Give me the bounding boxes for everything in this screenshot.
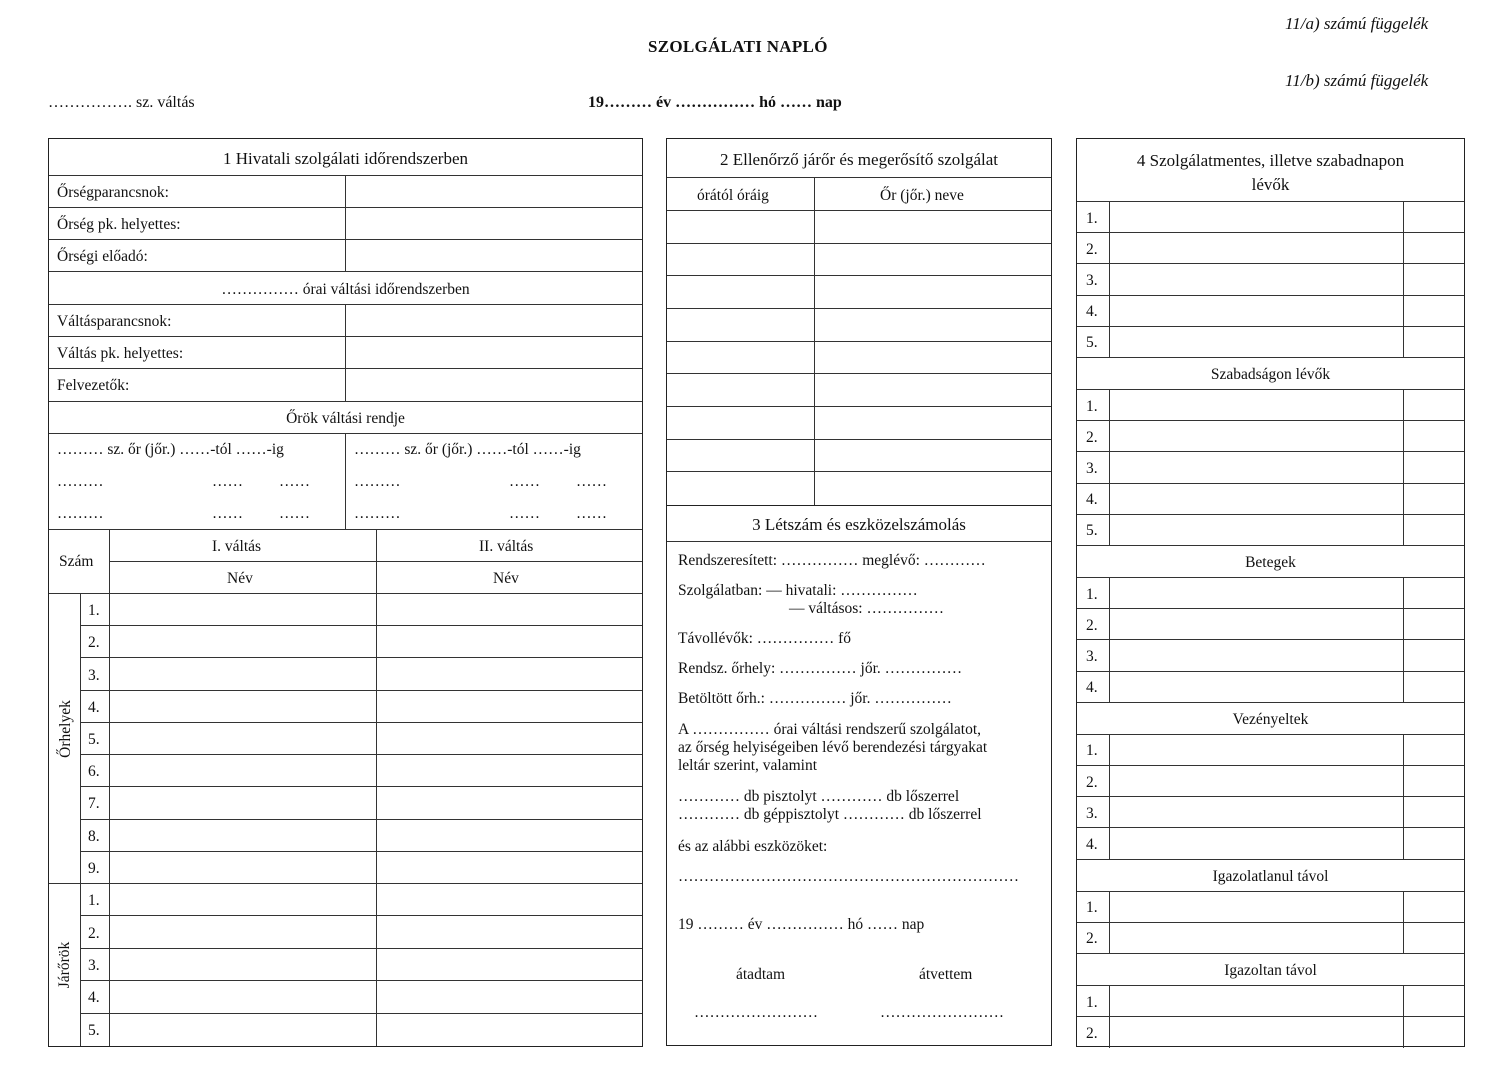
col-guard-name-header: Őr (jőr.) neve xyxy=(880,187,964,204)
shift-commander-label: Váltásparancsnok: xyxy=(57,313,172,330)
table-row xyxy=(1077,892,1464,923)
guard-name-cell[interactable] xyxy=(815,211,1051,243)
patrols-group xyxy=(49,884,642,1046)
dots: …… xyxy=(576,473,607,490)
handover-date: 19 ……… év …………… hó …… nap xyxy=(678,916,925,933)
on-duty-line: Szolgálatban: — hivatali: …………… xyxy=(678,582,918,599)
pistol-line: ………… db pisztolyt ………… db lőszerrel xyxy=(678,788,960,805)
tools-dots: ………………………………………………………… xyxy=(678,868,1019,885)
shift2-name-cell[interactable] xyxy=(377,691,642,722)
received-label: átvettem xyxy=(919,966,973,983)
patrols-group-label: Járőrök xyxy=(56,941,73,989)
dots: …… xyxy=(509,473,540,490)
dots: ……… xyxy=(354,473,401,490)
person-name-cell[interactable] xyxy=(1110,296,1403,326)
remark-cell[interactable] xyxy=(1404,1017,1464,1048)
shift-number-line: ……………. sz. váltás xyxy=(48,94,195,111)
table-row xyxy=(1077,609,1464,640)
guard-name-cell[interactable] xyxy=(815,407,1051,439)
remark-cell[interactable] xyxy=(1404,923,1464,953)
person-name-cell[interactable] xyxy=(1110,390,1403,420)
shift-deputy-row xyxy=(49,337,642,369)
person-name-cell[interactable] xyxy=(1110,578,1403,608)
time-cell[interactable] xyxy=(667,374,814,406)
remark-cell[interactable] xyxy=(1404,828,1464,858)
table-row xyxy=(80,691,642,723)
row-number: 8. xyxy=(88,827,100,845)
row-number: 3. xyxy=(88,956,100,974)
table-row xyxy=(1077,1017,1464,1048)
dots: …… xyxy=(279,473,310,490)
table-row xyxy=(1077,766,1464,797)
table-row xyxy=(80,1014,642,1046)
guard-name-cell[interactable] xyxy=(815,276,1051,308)
section-1-title-row xyxy=(49,139,642,176)
escorts-label: Felvezetők: xyxy=(57,377,130,394)
shift1-name-cell[interactable] xyxy=(110,723,376,754)
table-row xyxy=(667,309,1051,342)
shift1-name-cell[interactable] xyxy=(110,981,376,1012)
shift2-name-cell[interactable] xyxy=(377,981,642,1012)
row-number: 1. xyxy=(88,892,100,910)
remark-cell[interactable] xyxy=(1404,672,1464,702)
table-row xyxy=(80,949,642,981)
table-row xyxy=(1077,327,1464,358)
table-row xyxy=(667,374,1051,407)
table-row xyxy=(667,342,1051,375)
shift2-name-cell[interactable] xyxy=(377,658,642,689)
table-row xyxy=(80,594,642,626)
table-row xyxy=(1077,672,1464,703)
posts-authorized-line: Rendsz. őrhely: …………… jőr. …………… xyxy=(678,660,963,677)
table-row xyxy=(80,723,642,755)
row-number: 3. xyxy=(1086,459,1098,477)
row-number: 5. xyxy=(88,1021,100,1039)
row-number: 1. xyxy=(1086,742,1098,760)
remark-cell[interactable] xyxy=(1404,735,1464,765)
section-4-off-duty-table xyxy=(1076,138,1465,1047)
table-row xyxy=(1077,578,1464,609)
dots: …… xyxy=(509,505,540,522)
person-name-cell[interactable] xyxy=(1110,923,1403,953)
dots: ……… xyxy=(354,505,401,522)
row-number: 6. xyxy=(88,763,100,781)
person-name-cell[interactable] xyxy=(1110,452,1403,482)
section-3-headcount xyxy=(666,506,1052,1046)
time-cell[interactable] xyxy=(667,407,814,439)
row-number: 1. xyxy=(1086,899,1098,917)
section-4-group-title: Igazolatlanul távol xyxy=(1212,867,1329,885)
remark-cell[interactable] xyxy=(1404,233,1464,263)
remark-cell[interactable] xyxy=(1404,640,1464,670)
section-4-title-2: lévők xyxy=(1251,175,1290,194)
section-4-group-title-row xyxy=(1077,546,1464,578)
row-number: 9. xyxy=(88,859,100,877)
row-number: 2. xyxy=(88,634,100,652)
absent-line: Távollévők: …………… fő xyxy=(678,630,852,647)
shift2-name-cell[interactable] xyxy=(377,852,642,884)
dots: …… xyxy=(279,505,310,522)
shift2-name-cell[interactable] xyxy=(377,884,642,915)
table-row xyxy=(80,820,642,852)
row-number: 2. xyxy=(1086,930,1098,948)
date-line: 19……… év …………… hó …… nap xyxy=(588,94,842,111)
handover-text-2: az őrség helyiségeiben lévő berendezési tárgyakat xyxy=(678,739,988,756)
guard-name-cell[interactable] xyxy=(815,472,1051,505)
table-row xyxy=(80,981,642,1013)
person-name-cell[interactable] xyxy=(1110,672,1403,702)
shift-deputy-label: Váltás pk. helyettes: xyxy=(57,345,184,362)
time-cell[interactable] xyxy=(667,276,814,308)
remark-cell[interactable] xyxy=(1404,264,1464,294)
shift1-name-cell[interactable] xyxy=(110,820,376,851)
person-name-cell[interactable] xyxy=(1110,797,1403,827)
shift2-name-cell[interactable] xyxy=(377,820,642,851)
shift1-name-cell[interactable] xyxy=(110,658,376,689)
guard-order-block xyxy=(49,434,642,530)
row-number: 4. xyxy=(1086,679,1098,697)
dots: …… xyxy=(576,505,607,522)
table-row xyxy=(1077,421,1464,452)
shift1-name-cell[interactable] xyxy=(110,884,376,915)
guard-name-cell[interactable] xyxy=(815,342,1051,374)
remark-cell[interactable] xyxy=(1404,296,1464,326)
person-name-cell[interactable] xyxy=(1110,986,1403,1016)
table-row xyxy=(1077,735,1464,766)
person-name-cell[interactable] xyxy=(1110,484,1403,514)
remark-cell[interactable] xyxy=(1404,892,1464,922)
table-row xyxy=(1077,515,1464,546)
officer-label: Őrségi előadó: xyxy=(57,248,148,265)
section-4-group-title-row xyxy=(1077,954,1464,986)
section-4-group-title-row xyxy=(1077,358,1464,390)
section-3-title: 3 Létszám és eszközelszámolás xyxy=(752,515,966,534)
table-row xyxy=(1077,452,1464,483)
shift2-name-cell[interactable] xyxy=(377,594,642,625)
row-number: 1. xyxy=(1086,585,1098,603)
shift2-name-cell[interactable] xyxy=(377,787,642,818)
appendix-b-label: 11/b) számú függelék xyxy=(1285,71,1429,90)
shift2-name-cell[interactable] xyxy=(377,916,642,947)
commander-label: Őrségparancsnok: xyxy=(57,184,169,201)
time-cell[interactable] xyxy=(667,244,814,276)
guard-name-cell[interactable] xyxy=(815,244,1051,276)
shift1-name-cell[interactable] xyxy=(110,787,376,818)
table-row xyxy=(1077,797,1464,828)
person-name-cell[interactable] xyxy=(1110,202,1403,232)
table-row xyxy=(1077,202,1464,233)
escorts-row xyxy=(49,369,642,402)
guard-name-cell[interactable] xyxy=(815,440,1051,472)
guard-order-title-row xyxy=(49,402,642,434)
row-number: 2. xyxy=(1086,773,1098,791)
table-row xyxy=(1077,828,1464,859)
table-row xyxy=(80,884,642,916)
posts-group-label: Őrhelyek xyxy=(57,700,74,758)
row-number: 5. xyxy=(88,730,100,748)
time-cell[interactable] xyxy=(667,472,814,505)
received-signature: …………………… xyxy=(880,1004,1004,1021)
table-row xyxy=(667,407,1051,440)
col-name1-header: Név xyxy=(227,570,253,587)
posts-group xyxy=(49,594,642,884)
person-name-cell[interactable] xyxy=(1110,735,1403,765)
person-name-cell[interactable] xyxy=(1110,515,1403,545)
row-number: 2. xyxy=(88,924,100,942)
time-cell[interactable] xyxy=(667,211,814,243)
section-4-group-title: Szabadságon lévők xyxy=(1210,366,1331,383)
remark-cell[interactable] xyxy=(1404,327,1464,357)
row-number: 3. xyxy=(1086,804,1098,822)
section-4-group-title-row xyxy=(1077,860,1464,892)
smg-line: ………… db géppisztolyt ………… db lőszerrel xyxy=(678,806,982,823)
section-1-duty-table xyxy=(48,138,643,1047)
shift1-name-cell[interactable] xyxy=(110,626,376,657)
person-name-cell[interactable] xyxy=(1110,640,1403,670)
shift-commander-row xyxy=(49,305,642,337)
person-name-cell[interactable] xyxy=(1110,766,1403,796)
person-name-cell[interactable] xyxy=(1110,233,1403,263)
section-4-title: 4 Szolgálatmentes, illetve szabadnapon xyxy=(1136,151,1405,170)
row-number: 4. xyxy=(1086,491,1098,509)
shift1-name-cell[interactable] xyxy=(110,916,376,947)
shift1-name-cell[interactable] xyxy=(110,594,376,625)
posts-filled-line: Betöltött őrh.: …………… jőr. …………… xyxy=(678,690,952,707)
col-number-header: Szám xyxy=(59,553,94,570)
page-title: SZOLGÁLATI NAPLÓ xyxy=(648,37,828,56)
shift2-name-cell[interactable] xyxy=(377,626,642,657)
table-row xyxy=(80,658,642,690)
row-number: 3. xyxy=(1086,271,1098,289)
row-number: 2. xyxy=(1086,240,1098,258)
shift2-name-cell[interactable] xyxy=(377,949,642,980)
section-4-group-title: Igazoltan távol xyxy=(1224,962,1317,979)
guard-order-right: ……… sz. őr (jőr.) ……-tól ……-ig xyxy=(354,441,581,458)
shift1-name-cell[interactable] xyxy=(110,1014,376,1046)
section-2-title-row xyxy=(667,139,1051,178)
time-cell[interactable] xyxy=(667,440,814,472)
roster-header xyxy=(49,530,642,594)
row-number: 3. xyxy=(1086,647,1098,665)
row-number: 3. xyxy=(88,666,100,684)
row-number: 1. xyxy=(88,602,100,620)
shift1-name-cell[interactable] xyxy=(110,755,376,786)
section-3-title-row xyxy=(667,506,1051,542)
table-row xyxy=(667,211,1051,244)
table-row xyxy=(80,852,642,884)
handed-over-label: átadtam xyxy=(736,966,786,983)
authorized-line: Rendszeresített: …………… meglévő: ………… xyxy=(678,552,986,569)
shift2-name-cell[interactable] xyxy=(377,1014,642,1046)
row-number: 2. xyxy=(1086,428,1098,446)
table-row xyxy=(1077,986,1464,1017)
remark-cell[interactable] xyxy=(1404,452,1464,482)
remark-cell[interactable] xyxy=(1404,578,1464,608)
table-row xyxy=(1077,296,1464,327)
remark-cell[interactable] xyxy=(1404,484,1464,514)
row-number: 7. xyxy=(88,795,100,813)
deputy-label: Őrség pk. helyettes: xyxy=(57,216,181,233)
remark-cell[interactable] xyxy=(1404,609,1464,639)
deputy-row xyxy=(49,208,642,240)
remark-cell[interactable] xyxy=(1404,766,1464,796)
shift2-name-cell[interactable] xyxy=(377,755,642,786)
remark-cell[interactable] xyxy=(1404,421,1464,451)
table-row xyxy=(1077,484,1464,515)
table-row xyxy=(1077,923,1464,954)
dots: …… xyxy=(212,505,243,522)
dots: …… xyxy=(212,473,243,490)
table-row xyxy=(667,472,1051,505)
row-number: 4. xyxy=(1086,835,1098,853)
guard-order-title: Őrök váltási rendje xyxy=(286,410,405,427)
shift2-name-cell[interactable] xyxy=(377,723,642,754)
person-name-cell[interactable] xyxy=(1110,609,1403,639)
table-row xyxy=(667,244,1051,277)
person-name-cell[interactable] xyxy=(1110,327,1403,357)
shift-regime-label: …………… órai váltási időrendszerben xyxy=(221,281,470,298)
table-row xyxy=(80,916,642,948)
table-row xyxy=(1077,390,1464,421)
shift-regime-row xyxy=(49,272,642,305)
table-row xyxy=(80,755,642,787)
col-name2-header: Név xyxy=(493,570,519,587)
guard-name-cell[interactable] xyxy=(815,374,1051,406)
row-number: 2. xyxy=(1086,1024,1098,1042)
person-name-cell[interactable] xyxy=(1110,264,1403,294)
remark-cell[interactable] xyxy=(1404,515,1464,545)
section-4-group-title: Vezényeltek xyxy=(1232,710,1309,728)
shift1-name-cell[interactable] xyxy=(110,691,376,722)
handed-signature: …………………… xyxy=(694,1004,818,1021)
row-number: 1. xyxy=(1086,397,1098,415)
table-row xyxy=(667,276,1051,309)
handover-text-1: A …………… órai váltási rendszerű szolgálatot, xyxy=(678,721,982,738)
section-4-title-row xyxy=(1077,139,1464,202)
row-number: 4. xyxy=(1086,303,1098,321)
col-shift1-header: I. váltás xyxy=(212,538,262,555)
section-2-header-row xyxy=(667,178,1051,211)
shift1-name-cell[interactable] xyxy=(110,852,376,884)
officer-row xyxy=(49,240,642,272)
section-1-title: 1 Hivatali szolgálati időrendszerben xyxy=(223,149,468,168)
row-number: 1. xyxy=(1086,209,1098,227)
guard-order-left: ……… sz. őr (jőr.) ……-tól ……-ig xyxy=(57,441,284,458)
row-number: 1. xyxy=(1086,993,1098,1011)
person-name-cell[interactable] xyxy=(1110,828,1403,858)
row-number: 2. xyxy=(1086,616,1098,634)
table-row xyxy=(1077,264,1464,295)
shift1-name-cell[interactable] xyxy=(110,949,376,980)
on-duty-shift-line: — váltásos: …………… xyxy=(789,600,944,617)
guard-name-cell[interactable] xyxy=(815,309,1051,341)
table-row xyxy=(80,626,642,658)
row-number: 4. xyxy=(88,698,100,716)
time-cell[interactable] xyxy=(667,342,814,374)
row-number: 4. xyxy=(88,989,100,1007)
remark-cell[interactable] xyxy=(1404,986,1464,1016)
dots: ……… xyxy=(57,505,104,522)
col-time-header: órától óráig xyxy=(697,187,769,204)
row-number: 5. xyxy=(1086,522,1098,540)
section-4-group-title: Betegek xyxy=(1245,554,1296,571)
row-number: 5. xyxy=(1086,334,1098,352)
tools-line: és az alábbi eszközöket: xyxy=(678,838,828,855)
person-name-cell[interactable] xyxy=(1110,1017,1403,1048)
handover-text-3: leltár szerint, valamint xyxy=(678,757,818,774)
section-4-group-title-row xyxy=(1077,703,1464,735)
person-name-cell[interactable] xyxy=(1110,421,1403,451)
remark-cell[interactable] xyxy=(1404,202,1464,232)
table-row xyxy=(1077,640,1464,671)
table-row xyxy=(1077,233,1464,264)
commander-row xyxy=(49,176,642,208)
table-row xyxy=(80,787,642,819)
section-2-patrol-table xyxy=(666,138,1052,506)
time-cell[interactable] xyxy=(667,309,814,341)
remark-cell[interactable] xyxy=(1404,390,1464,420)
dots: ……… xyxy=(57,473,104,490)
appendix-a-label: 11/a) számú függelék xyxy=(1285,14,1429,33)
person-name-cell[interactable] xyxy=(1110,892,1403,922)
col-shift2-header: II. váltás xyxy=(479,538,534,555)
section-2-title: 2 Ellenőrző járőr és megerősítő szolgálat xyxy=(719,150,999,169)
remark-cell[interactable] xyxy=(1404,797,1464,827)
table-row xyxy=(667,440,1051,473)
